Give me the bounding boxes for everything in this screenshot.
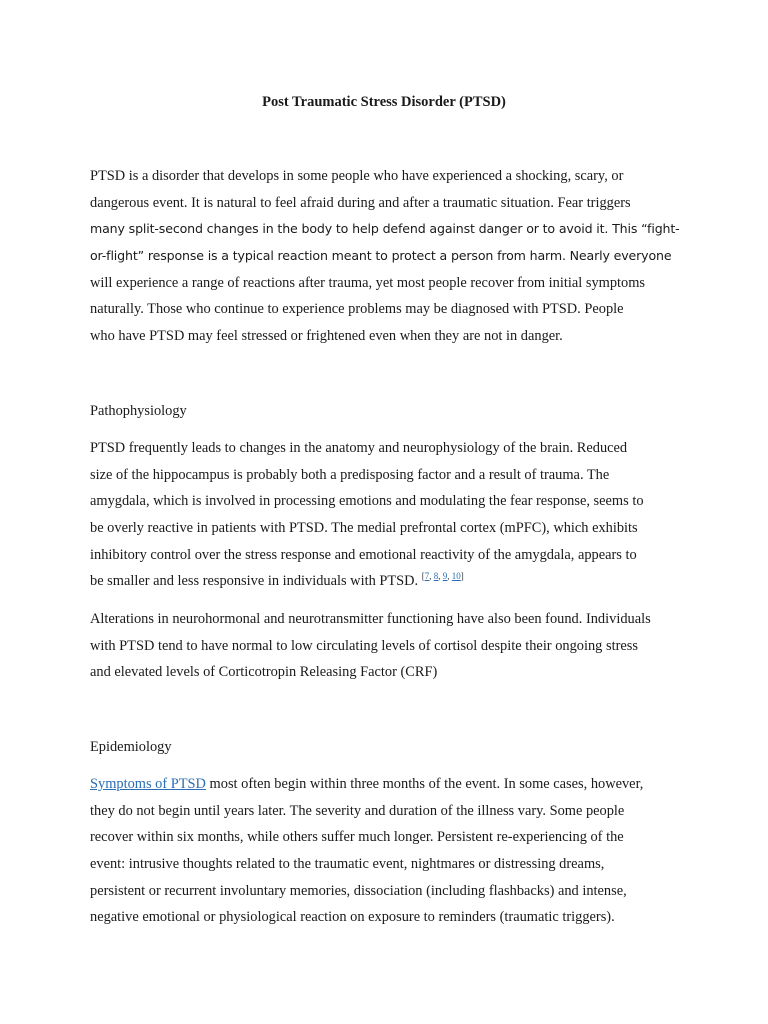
text-line: event: intrusive thoughts related to the traumatic event, nightmares or distressing dreams, (90, 856, 605, 873)
text-line: will experience a range of reactions after trauma, yet most people recover from initial symptoms (90, 274, 646, 291)
text-line: who have PTSD may feel stressed or frightened even when they are not in danger. (90, 328, 563, 345)
section-heading-pathophysiology: Pathophysiology (90, 403, 187, 419)
text-line: with PTSD tend to have normal to low circulating levels of cortisol despite their ongoing stress (90, 637, 638, 654)
text-run: or-flight” response is a typical reaction meant to protect a person from harm. (90, 248, 566, 264)
text-line: they do not begin until years later. The severity and duration of the illness vary. Some people (90, 802, 625, 819)
pathophysiology-paragraph-1 (90, 435, 680, 595)
text-line: Alterations in neurohormonal and neurotransmitter functioning have also been found. Individuals (90, 611, 651, 627)
pathophysiology-paragraph-2 (90, 606, 680, 686)
text-line: many split-second changes in the body to help defend against danger or to avoid it. This “fight- (90, 221, 680, 237)
text-line (90, 243, 680, 270)
citation-link-8[interactable]: 8 (433, 571, 439, 582)
document-title: Post Traumatic Stress Disorder (PTSD) (262, 94, 506, 110)
text-run: be smaller and less responsive in individuals with PTSD. (90, 573, 422, 590)
text-line (90, 568, 680, 595)
citation-separator: , (447, 571, 452, 582)
citation-refs (422, 571, 464, 581)
text-line: naturally. Those who continue to experience problems may be diagnosed with PTSD. People (90, 301, 624, 318)
citation-separator: , (438, 571, 443, 582)
text-line: PTSD is a disorder that develops in some people who have experienced a shocking, scary, or (90, 168, 624, 184)
citation-link-7[interactable]: 7 (424, 571, 430, 582)
citation-link-10[interactable]: 10 (451, 571, 461, 582)
citation-bracket-close: ] (460, 571, 464, 582)
text-line: recover within six months, while others suffer much longer. Persistent re-experiencing of the (90, 829, 624, 846)
text-line (90, 771, 680, 798)
text-line: negative emotional or physiological reaction on exposure to reminders (traumatic triggers). (90, 909, 615, 926)
text-line: dangerous event. It is natural to feel afraid during and after a traumatic situation. Fear triggers (90, 194, 631, 211)
intro-paragraph (90, 163, 680, 350)
citation-bracket-open: [ (421, 571, 425, 582)
citation-link-9[interactable]: 9 (442, 571, 448, 582)
text-run: Nearly everyone (565, 248, 672, 264)
epidemiology-paragraph (90, 771, 680, 931)
citation-separator: , (429, 571, 434, 582)
text-line: inhibitory control over the stress response and emotional reactivity of the amygdala, appears to (90, 546, 637, 563)
text-line: amygdala, which is involved in processing emotions and modulating the fear response, seems to (90, 493, 644, 510)
text-line: persistent or recurrent involuntary memories, dissociation (including flashbacks) and intense, (90, 882, 627, 899)
symptoms-of-ptsd-link[interactable]: Symptoms of PTSD (90, 776, 206, 792)
text-line: be overly reactive in patients with PTSD. The medial prefrontal cortex (mPFC), which exhibits (90, 520, 638, 537)
text-line: PTSD frequently leads to changes in the anatomy and neurophysiology of the brain. Reduced (90, 440, 628, 456)
text-line: size of the hippocampus is probably both a predisposing factor and a result of trauma. The (90, 466, 610, 483)
text-run: most often begin within three months of the event. In some cases, however, (205, 776, 644, 792)
text-line: and elevated levels of Corticotropin Releasing Factor (CRF) (90, 664, 438, 681)
section-heading-epidemiology: Epidemiology (90, 739, 172, 755)
